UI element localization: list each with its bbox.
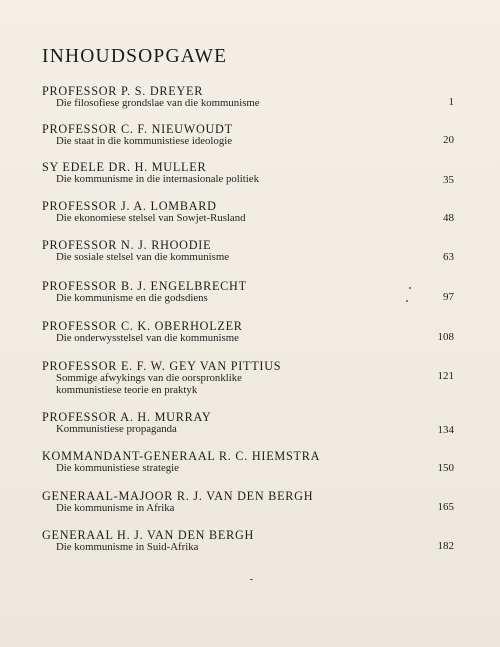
entry-page-number: 20 (443, 134, 454, 146)
entry-title: Die kommunisme in Afrika (56, 502, 175, 514)
entry-title: Die kommunisme in die internasionale politiek (56, 173, 260, 185)
print-speck (409, 287, 411, 289)
entry-page-number: 35 (443, 174, 454, 186)
entry-page-number: 134 (437, 424, 454, 436)
toc-entry (42, 199, 454, 229)
entry-page-number: 48 (443, 212, 454, 224)
entry-page-number: 182 (437, 540, 454, 552)
entry-author: KOMMANDANT-GENERAAL R. C. HIEMSTRA (42, 449, 321, 463)
entry-author: PROFESSOR P. S. DREYER (42, 84, 204, 98)
entry-page-number: 63 (443, 251, 454, 263)
entry-author: PROFESSOR A. H. MURRAY (42, 410, 212, 424)
table-of-contents (42, 0, 454, 647)
print-speck (406, 300, 408, 302)
entry-author: PROFESSOR B. J. ENGELBRECHT (42, 279, 247, 293)
entry-author: SY EDELE DR. H. MULLER (42, 160, 207, 174)
entry-page-number: 165 (437, 501, 454, 513)
toc-entry (42, 410, 454, 440)
entry-title: Die onderwysstelsel van die kommunisme (56, 332, 239, 344)
toc-entry (42, 528, 454, 558)
toc-entry (42, 238, 454, 268)
entry-title: Die ekonomiese stelsel van Sowjet-Rusland (56, 212, 246, 224)
entry-title: Die kommunisme in Suid-Afrika (56, 541, 199, 553)
toc-entry (42, 449, 454, 479)
entry-title: Die sosiale stelsel van die kommunisme (56, 251, 230, 263)
entry-page-number: 1 (448, 96, 454, 108)
toc-entry (42, 160, 454, 190)
entry-title: Sommige afwykings van die oorspronklike kommunistiese teorie en praktyk (56, 372, 242, 396)
page-title: INHOUDSOPGAWE (42, 46, 228, 67)
entry-author: PROFESSOR E. F. W. GEY VAN PITTIUS (42, 359, 282, 373)
entry-title: Die kommunistiese strategie (56, 462, 179, 474)
toc-entry (42, 359, 454, 401)
entry-page-number: 108 (437, 331, 454, 343)
toc-entry (42, 489, 454, 519)
toc-entry (42, 319, 454, 349)
entry-title: Kommunistiese propaganda (56, 423, 177, 435)
toc-entry (42, 122, 454, 152)
entry-author: PROFESSOR J. A. LOMBARD (42, 199, 217, 213)
entry-author: PROFESSOR C. F. NIEUWOUDT (42, 122, 233, 136)
toc-entry (42, 279, 454, 309)
entry-author: GENERAAL-MAJOOR R. J. VAN DEN BERGH (42, 489, 314, 503)
print-speck (250, 579, 253, 580)
entry-page-number: 121 (437, 370, 454, 382)
entry-title: Die staat in die kommunistiese ideologie (56, 135, 233, 147)
entry-author: PROFESSOR N. J. RHOODIE (42, 238, 212, 252)
entry-page-number: 150 (437, 462, 454, 474)
entry-title: Die filosofiese grondslae van die kommunisme (56, 97, 260, 109)
entry-title: Die kommunisme en die godsdiens (56, 292, 208, 304)
entry-page-number: 97 (443, 291, 454, 303)
entry-author: PROFESSOR C. K. OBERHOLZER (42, 319, 243, 333)
entry-author: GENERAAL H. J. VAN DEN BERGH (42, 528, 255, 542)
toc-entry (42, 84, 454, 114)
